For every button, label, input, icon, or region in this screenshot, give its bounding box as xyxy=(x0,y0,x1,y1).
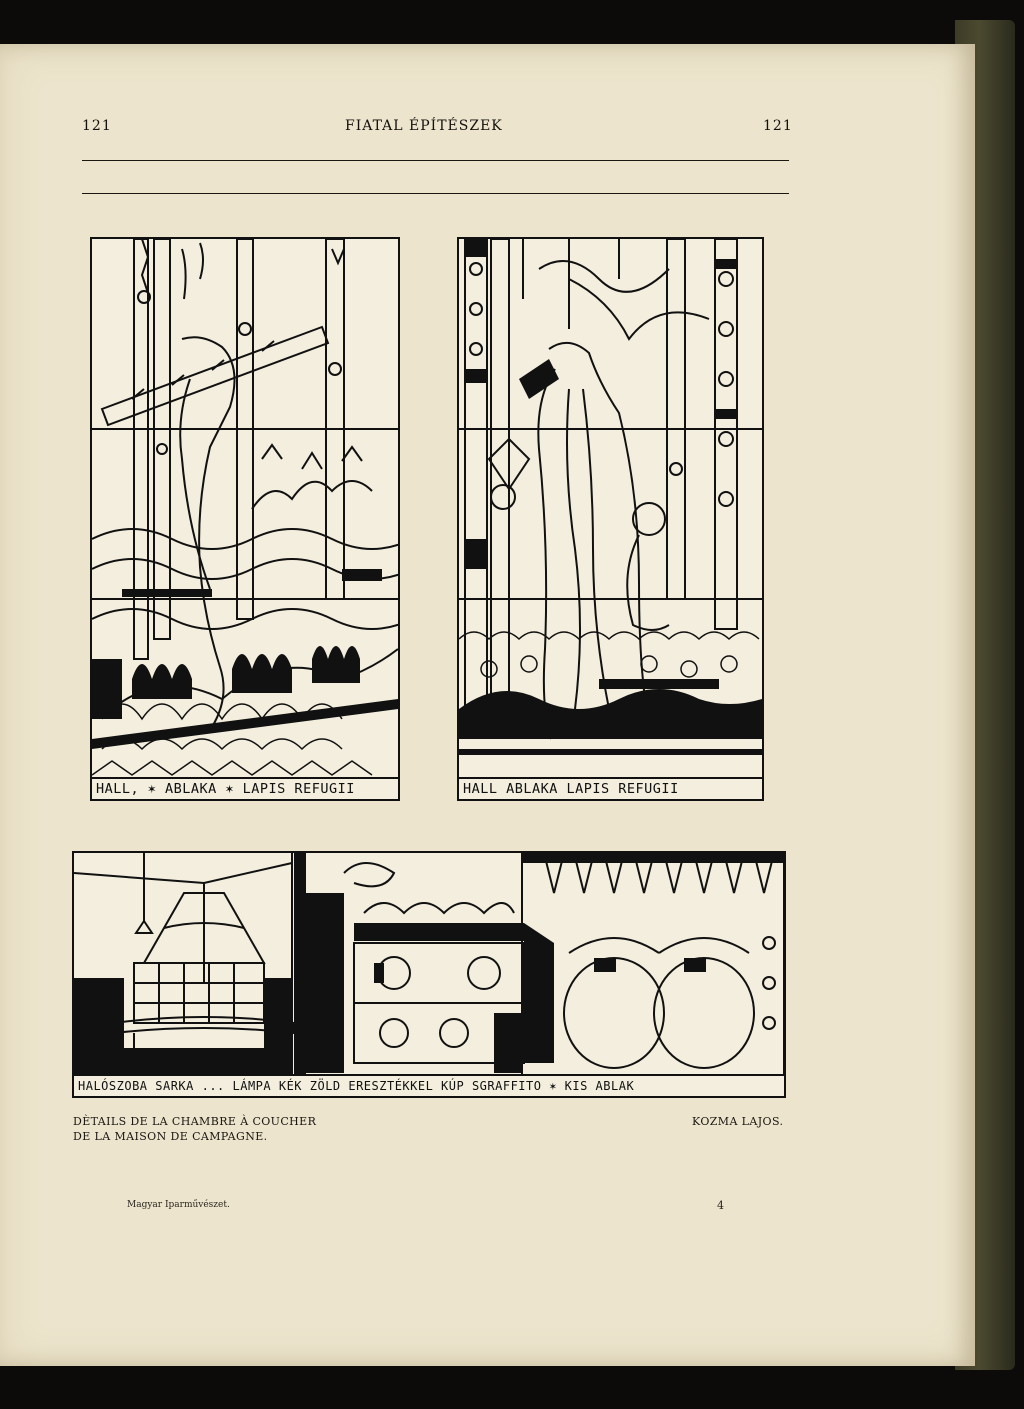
window-right-drawing xyxy=(459,239,762,779)
header-rule-bottom xyxy=(82,193,789,194)
bedroom-details-panel xyxy=(72,851,786,1098)
caption-author: KOZMA LAJOS. xyxy=(692,1115,784,1128)
window-right-inscription: HALL ABLAKA LAPIS REFUGII xyxy=(459,777,762,799)
running-title: FIATAL ÉPÍTÉSZEK xyxy=(345,118,503,134)
window-design-right xyxy=(457,237,764,801)
footer-sheet-number: 4 xyxy=(717,1199,724,1212)
bedroom-inscription: HALÓSZOBA SARKA ... LÁMPA KÉK ZÖLD ERESZTÉKKEL KÚP SGRAFFITO ✶ KIS ABLAK xyxy=(74,1074,784,1096)
page-number-right: 121 xyxy=(763,118,793,134)
page-number-left: 121 xyxy=(82,118,112,134)
window-left-drawing xyxy=(92,239,398,779)
bedroom-drawing xyxy=(74,853,784,1076)
window-left-inscription: HALL, ✶ ABLAKA ✶ LAPIS REFUGII xyxy=(92,777,398,799)
caption-line-2: DE LA MAISON DE CAMPAGNE. xyxy=(73,1130,268,1143)
caption-line-1: DÈTAILS DE LA CHAMBRE À COUCHER xyxy=(73,1115,317,1128)
window-design-left xyxy=(90,237,400,801)
caption-french xyxy=(73,1114,316,1144)
footer-publication: Magyar Iparművészet. xyxy=(127,1200,230,1210)
header-rule-top xyxy=(82,160,789,161)
